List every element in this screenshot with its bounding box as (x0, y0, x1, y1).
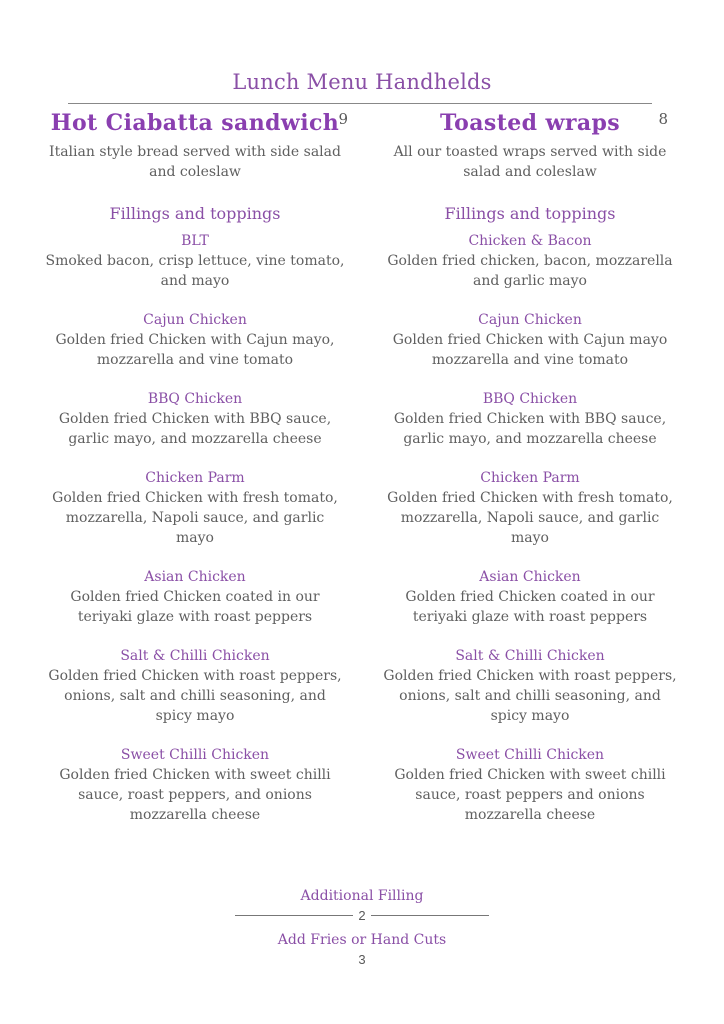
item-description: Smoked bacon, crisp lettuce, vine tomato, and mayo (45, 253, 345, 289)
item-name: Cajun Chicken (143, 312, 247, 328)
item-name: Chicken & Bacon (468, 233, 592, 249)
item-name: BBQ Chicken (482, 391, 578, 407)
section-price: 8 (658, 110, 668, 128)
menu-item (380, 567, 680, 627)
menu-item (380, 646, 680, 726)
menu-item (45, 745, 345, 825)
menu-item (380, 745, 680, 825)
menu-item (380, 468, 680, 548)
section-name: Hot Ciabatta sandwich (50, 110, 340, 136)
item-name: Sweet Chilli Chicken (455, 747, 605, 763)
section-price: 9 (338, 110, 348, 128)
item-description: Golden fried Chicken with Cajun mayo mozzarella and vine tomato (392, 332, 668, 368)
section-description: All our toasted wraps served with side salad and coleslaw (393, 144, 667, 180)
item-description: Golden fried Chicken coated in our teriyaki glaze with roast peppers (70, 589, 320, 625)
item-name: Asian Chicken (144, 569, 246, 585)
item-name: Asian Chicken (479, 569, 581, 585)
item-name: Sweet Chilli Chicken (120, 747, 270, 763)
item-name: Cajun Chicken (478, 312, 582, 328)
menu-item (380, 231, 680, 291)
item-name: Salt & Chilli Chicken (455, 648, 605, 664)
page-title: Lunch Menu Handhelds (232, 70, 492, 94)
extra-label: Add Fries or Hand Cuts (277, 932, 447, 948)
item-description: Golden fried Chicken with fresh tomato, mozzarella, Napoli sauce, and garlic mayo (387, 490, 673, 546)
fillings-heading: Fillings and toppings (109, 204, 281, 223)
title-divider (68, 103, 652, 104)
extras-section (0, 886, 724, 968)
item-name: BLT (181, 233, 209, 249)
item-description: Golden fried Chicken with fresh tomato, mozzarella, Napoli sauce, and garlic mayo (52, 490, 338, 546)
item-name: BBQ Chicken (147, 391, 243, 407)
extra-price: 2 (358, 907, 366, 923)
item-description: Golden fried Chicken with sweet chilli sauce, roast peppers and onions mozzarella cheese (394, 767, 666, 823)
menu-item (45, 646, 345, 726)
ciabatta-section (45, 108, 348, 844)
item-description: Golden fried Chicken coated in our teriyaki glaze with roast peppers (405, 589, 655, 625)
menu-item (45, 231, 345, 291)
section-description: Italian style bread served with side salad and coleslaw (49, 144, 341, 180)
menu-item (45, 310, 345, 370)
item-description: Golden fried Chicken with sweet chilli sauce, roast peppers, and onions mozzarella cheese (59, 767, 331, 823)
item-name: Chicken Parm (145, 470, 245, 486)
extra-price: 3 (358, 951, 366, 967)
section-header (380, 108, 680, 138)
item-description: Golden fried Chicken with roast peppers, onions, salt and chilli seasoning, and spicy mayo (383, 668, 677, 724)
menu-item (45, 567, 345, 627)
item-name: Salt & Chilli Chicken (120, 648, 270, 664)
extra-price-row (0, 950, 724, 968)
menu-item (45, 389, 345, 449)
extra-label: Additional Filling (300, 888, 424, 904)
menu-item (380, 310, 680, 370)
section-name: Toasted wraps (439, 110, 621, 136)
extra-price-row (0, 906, 724, 924)
menu-item (45, 468, 345, 548)
item-description: Golden fried Chicken with BBQ sauce, garlic mayo, and mozzarella cheese (393, 411, 667, 447)
wraps-section (380, 108, 680, 844)
section-header (45, 108, 348, 138)
item-description: Golden fried chicken, bacon, mozzarella and garlic mayo (387, 253, 673, 289)
divider (235, 915, 353, 916)
item-description: Golden fried Chicken with Cajun mayo, mozzarella and vine tomato (55, 332, 335, 368)
item-description: Golden fried Chicken with roast peppers, onions, salt and chilli seasoning, and spicy mayo (48, 668, 342, 724)
fillings-heading: Fillings and toppings (444, 204, 616, 223)
menu-item (380, 389, 680, 449)
item-name: Chicken Parm (480, 470, 580, 486)
divider (371, 915, 489, 916)
item-description: Golden fried Chicken with BBQ sauce, garlic mayo, and mozzarella cheese (58, 411, 332, 447)
